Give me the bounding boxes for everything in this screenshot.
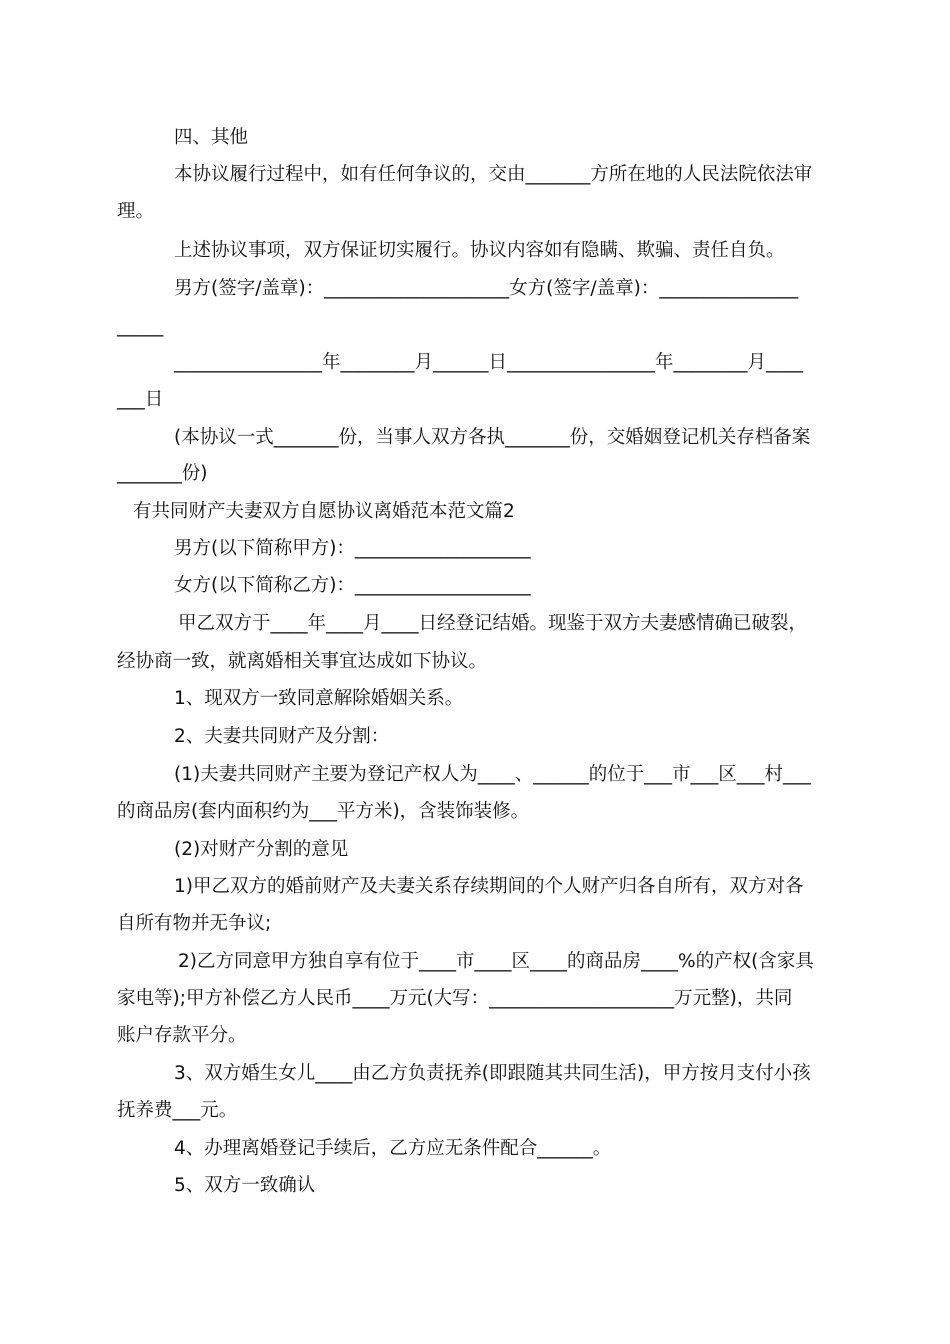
paragraph-line: _______份) xyxy=(117,463,208,484)
clause-line: 抚养费___元。 xyxy=(117,1100,238,1121)
clause-line: (1)夫妻共同财产主要为登记产权人为____、______的位于___市___区___村___ xyxy=(174,764,811,785)
date-line-continued: ___日 xyxy=(117,389,164,410)
date-line: ________________年________月______日________________年________月____ xyxy=(174,352,804,373)
signature-line-continued: _____ xyxy=(117,316,164,337)
clause-line: 的商品房(套内面积约为___平方米)，含装饰装修。 xyxy=(117,801,530,822)
paragraph-line: 经协商一致，就离婚相关事宜达成如下协议。 xyxy=(117,651,488,672)
paragraph-line: (本协议一式_______份，当事人双方各执_______份，交婚姻登记机关存档备案 xyxy=(174,427,811,448)
party-line-male: 男方(以下简称甲方)：___________________ xyxy=(174,538,531,559)
paragraph-line: 理。 xyxy=(117,201,155,222)
clause-line: (2)对财产分割的意见 xyxy=(174,839,349,860)
clause-line: 4、办理离婚登记手续后，乙方应无条件配合______。 xyxy=(174,1138,612,1159)
clause-line: 家电等);甲方补偿乙方人民币____万元(大写：____________________万元整)，共同 xyxy=(117,988,793,1009)
clause-line: 3、双方婚生女儿____由乙方负责抚养(即跟随其共同生活)，甲方按月支付小孩 xyxy=(174,1063,811,1084)
paragraph-line: 甲乙双方于____年____月____日经登记结婚。现鉴于双方夫妻感情确已破裂， xyxy=(178,613,808,634)
section-title: 有共同财产夫妻双方自愿协议离婚范本范文篇2 xyxy=(133,501,515,522)
clause-line: 1)甲乙双方的婚前财产及夫妻关系存续期间的个人财产归各自所有，双方对各 xyxy=(174,876,804,897)
section-heading-other: 四、其他 xyxy=(174,127,249,148)
clause-line: 账户存款平分。 xyxy=(117,1025,247,1046)
clause-line: 2)乙方同意甲方独自享有位于____市____区____的商品房____%的产权(含家具 xyxy=(178,951,814,972)
paragraph-line: 本协议履行过程中，如有任何争议的，交由_______方所在地的人民法院依法审 xyxy=(174,164,813,185)
clause-line: 自所有物并无争议; xyxy=(117,913,272,934)
signature-line: 男方(签字/盖章)：____________________女方(签字/盖章)：_______________ xyxy=(174,278,799,299)
clause-line: 1、现双方一致同意解除婚姻关系。 xyxy=(174,688,464,709)
party-line-female: 女方(以下简称乙方)：___________________ xyxy=(174,575,531,596)
paragraph-line: 上述协议事项，双方保证切实履行。协议内容如有隐瞒、欺骗、责任自负。 xyxy=(174,240,785,261)
clause-line: 2、夫妻共同财产及分割： xyxy=(174,726,390,747)
clause-line: 5、双方一致确认 xyxy=(174,1175,316,1196)
